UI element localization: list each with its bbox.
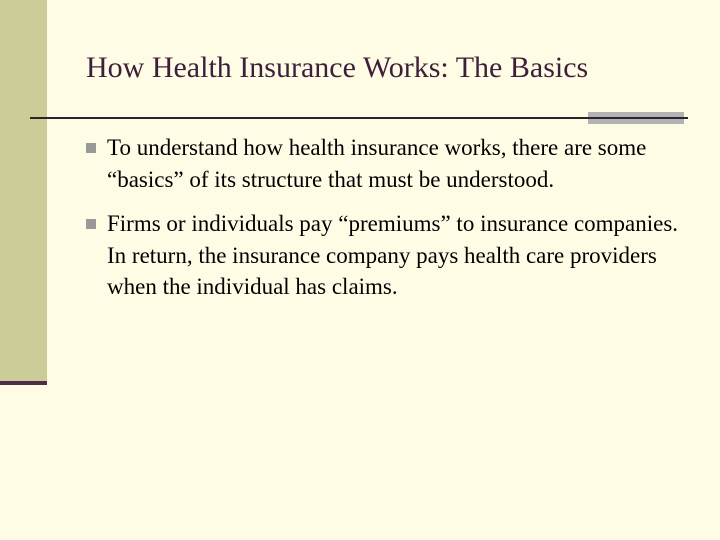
bullet-item: [86, 208, 686, 303]
bullet-text: Firms or individuals pay “premiums” to insurance companies. In return, the insurance company pays health care providers when the individual has claims.: [107, 211, 679, 299]
bullet-list: [86, 132, 686, 316]
title-rule-accent-bottom: [588, 119, 684, 124]
square-bullet-icon: [86, 219, 96, 229]
bullet-text: To understand how health insurance works, there are some “basics” of its structure that must be understood.: [107, 135, 647, 192]
left-accent-band: [0, 0, 47, 381]
bullet-item: [86, 132, 686, 195]
square-bullet-icon: [86, 143, 96, 153]
left-accent-band-bottom-line: [0, 381, 47, 385]
slide-title: How Health Insurance Works: The Basics: [86, 51, 589, 84]
